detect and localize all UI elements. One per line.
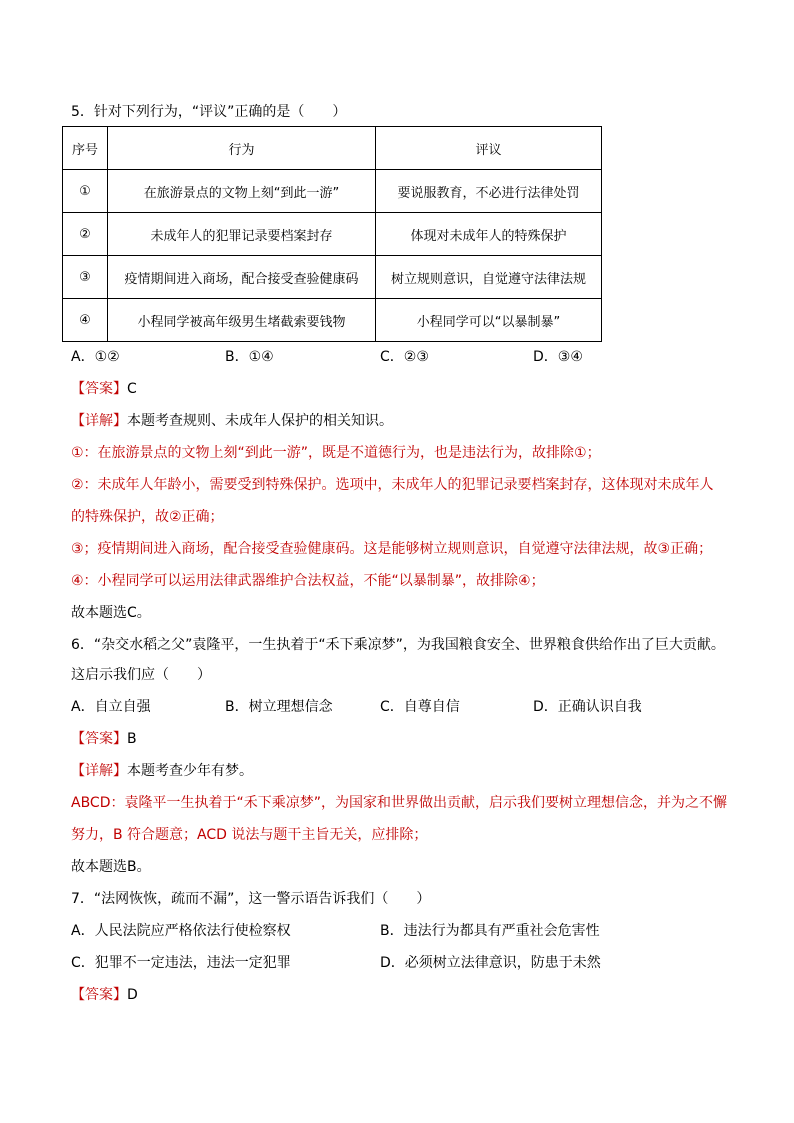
table-header-cell: 序号 [63, 127, 108, 170]
table-cell-comment: 要说服教育，不必进行法律处罚 [376, 170, 602, 213]
q6-option-a: A．自立自强 [71, 699, 151, 715]
q6-option-c: C．自尊自信 [380, 699, 460, 715]
table-cell-index: ③ [63, 256, 108, 299]
answer-tag: 【答案】 [71, 381, 127, 397]
table-cell-comment: 树立规则意识，自觉遵守法律法规 [376, 256, 602, 299]
q7-answer [71, 985, 138, 1005]
table-cell-comment: 体现对未成年人的特殊保护 [376, 213, 602, 256]
q5-option-b: B．①④ [225, 349, 274, 365]
q6-stem: 6．“杂交水稻之父”袁隆平，一生执着于“禾下乘凉梦”，为我国粮食安全、世界粮食供给作出了巨大贡献。 [71, 637, 725, 653]
q7-option-d: D．必须树立法律意识，防患于未然 [380, 955, 601, 971]
table-row [63, 299, 602, 342]
table-cell-behavior: 在旅游景点的文物上刻“到此一游” [108, 170, 376, 213]
table-cell-behavior: 疫情期间进入商场，配合接受查验健康码 [108, 256, 376, 299]
q7-option-c: C．犯罪不一定违法，违法一定犯罪 [71, 955, 291, 971]
q6-option-b: B．树立理想信念 [225, 699, 333, 715]
table-header-cell: 评议 [376, 127, 602, 170]
q5-explain-line: ②：未成年人年龄小，需要受到特殊保护。选项中，未成年人的犯罪记录要档案封存，这体现对未成年人 [71, 477, 714, 493]
q6-conclusion: 故本题选B。 [71, 859, 151, 875]
q5-explain-line: ④：小程同学可以运用法律武器维护合法权益，不能“以暴制暴”，故排除④； [71, 573, 545, 589]
q5-explain-line: ①：在旅游景点的文物上刻“到此一游”，既是不道德行为，也是违法行为，故排除①； [71, 445, 601, 461]
answer-value: B [127, 731, 137, 747]
table-cell-behavior: 未成年人的犯罪记录要档案封存 [108, 213, 376, 256]
table-cell-index: ④ [63, 299, 108, 342]
table-cell-index: ② [63, 213, 108, 256]
q6-answer [71, 729, 137, 749]
q5-answer [71, 379, 137, 399]
q7-option-b: B．违法行为都具有严重社会危害性 [380, 923, 600, 939]
answer-tag: 【答案】 [71, 987, 127, 1003]
table-cell-index: ① [63, 170, 108, 213]
detail-intro: 本题考查少年有梦。 [127, 763, 253, 779]
q6-explain-line: 努力，B 符合题意；ACD 说法与题干主旨无关，应排除； [71, 827, 428, 843]
table-row [63, 170, 602, 213]
q5-detail [71, 411, 393, 431]
q6-stem-cont: 这启示我们应（ ） [71, 667, 211, 683]
q6-explain-line: ABCD：袁隆平一生执着于“禾下乘凉梦”，为国家和世界做出贡献，启示我们要树立理想信念，并为之不懈 [71, 795, 727, 811]
q7-option-a: A．人民法院应严格依法行使检察权 [71, 923, 291, 939]
q5-explain-line: 的特殊保护，故②正确； [71, 509, 224, 525]
detail-intro: 本题考查规则、未成年人保护的相关知识。 [127, 413, 393, 429]
table-row [63, 213, 602, 256]
q5-option-c: C．②③ [380, 349, 429, 365]
q7-stem: 7．“法网恢恢，疏而不漏”，这一警示语告诉我们（ ） [71, 891, 431, 907]
q6-detail [71, 761, 253, 781]
detail-tag: 【详解】 [71, 763, 127, 779]
q5-table [62, 126, 602, 342]
table-header-cell: 行为 [108, 127, 376, 170]
table-row [63, 256, 602, 299]
table-cell-comment: 小程同学可以“以暴制暴” [376, 299, 602, 342]
answer-value: C [127, 381, 137, 397]
table-cell-behavior: 小程同学被高年级男生堵截索要钱物 [108, 299, 376, 342]
q5-explain-line: ③；疫情期间进入商场，配合接受查验健康码。这是能够树立规则意识，自觉遵守法律法规，故③正确； [71, 541, 713, 557]
q5-conclusion: 故本题选C。 [71, 605, 151, 621]
q5-option-d: D．③④ [533, 349, 583, 365]
q5-option-a: A．①② [71, 349, 120, 365]
q6-option-d: D．正确认识自我 [533, 699, 642, 715]
answer-tag: 【答案】 [71, 731, 127, 747]
q5-stem: 5．针对下列行为，“评议”正确的是（ ） [71, 104, 347, 120]
table-header-row [63, 127, 602, 170]
detail-tag: 【详解】 [71, 413, 127, 429]
answer-value: D [127, 987, 138, 1003]
